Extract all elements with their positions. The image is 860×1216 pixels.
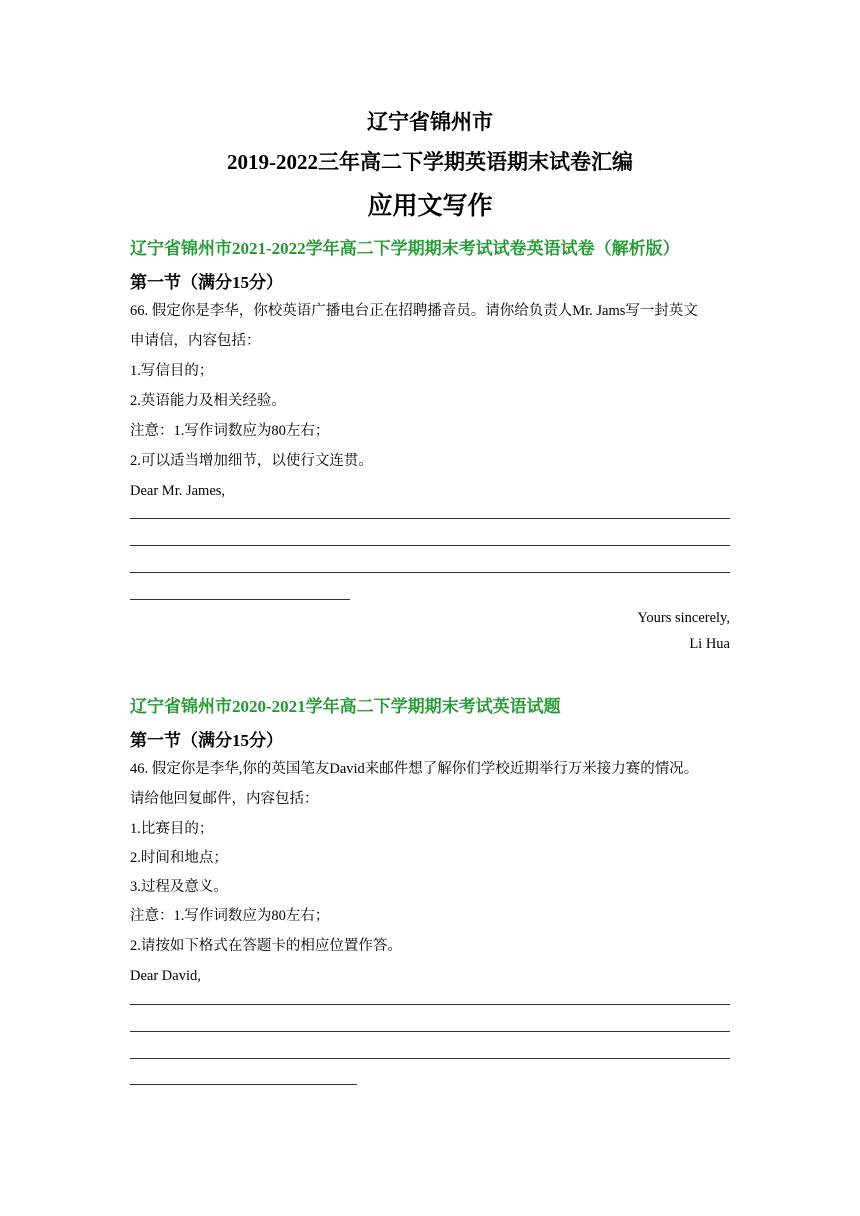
title-collection: 2019-2022三年高二下学期英语期末试卷汇编 <box>227 150 633 174</box>
answer-line[interactable] <box>130 1084 357 1085</box>
answer-line[interactable] <box>130 1031 730 1032</box>
section1-closing: Yours sincerely, <box>637 610 730 626</box>
section2-point2: 2.时间和地点； <box>130 850 228 866</box>
section1-note1: 注意：1.写作词数应为80左右； <box>130 423 330 439</box>
answer-line[interactable] <box>130 572 730 573</box>
section1-part-heading: 第一节（满分15分） <box>130 273 283 292</box>
section2-point3: 3.过程及意义。 <box>130 879 228 895</box>
title-region: 辽宁省锦州市 <box>367 110 493 134</box>
section2-heading: 辽宁省锦州市2020-2021学年高二下学期期末考试英语试题 <box>130 697 561 716</box>
section1-salutation: Dear Mr. James, <box>130 483 226 499</box>
section2-question-line1: 46. 假定你是李华,你的英国笔友David来邮件想了解你们学校近期举行万米接力赛的情况。 <box>130 761 699 777</box>
section2-question-line2: 请给他回复邮件，内容包括： <box>130 791 319 807</box>
section1-question-line1: 66. 假定你是李华，你校英语广播电台正在招聘播音员。请你给负责人Mr. Jams写一封英文 <box>130 303 698 319</box>
section2-part-heading: 第一节（满分15分） <box>130 731 283 750</box>
section1-point2: 2.英语能力及相关经验。 <box>130 393 286 409</box>
answer-line[interactable] <box>130 545 730 546</box>
section1-note2: 2.可以适当增加细节，以使行文连贯。 <box>130 453 373 469</box>
answer-line[interactable] <box>130 1058 730 1059</box>
section2-salutation: Dear David, <box>130 968 201 984</box>
section1-question-line2: 申请信，内容包括： <box>130 333 261 349</box>
section1-signature: Li Hua <box>689 636 730 652</box>
answer-line[interactable] <box>130 518 730 519</box>
section1-heading: 辽宁省锦州市2021-2022学年高二下学期期末考试试卷英语试卷（解析版） <box>130 239 680 258</box>
title-topic: 应用文写作 <box>367 193 493 220</box>
answer-line[interactable] <box>130 599 350 600</box>
section1-point1: 1.写信目的； <box>130 363 214 379</box>
answer-line[interactable] <box>130 1004 730 1005</box>
section2-point1: 1.比赛目的； <box>130 821 214 837</box>
section2-note2: 2.请按如下格式在答题卡的相应位置作答。 <box>130 938 402 954</box>
section2-note1: 注意：1.写作词数应为80左右； <box>130 908 330 924</box>
